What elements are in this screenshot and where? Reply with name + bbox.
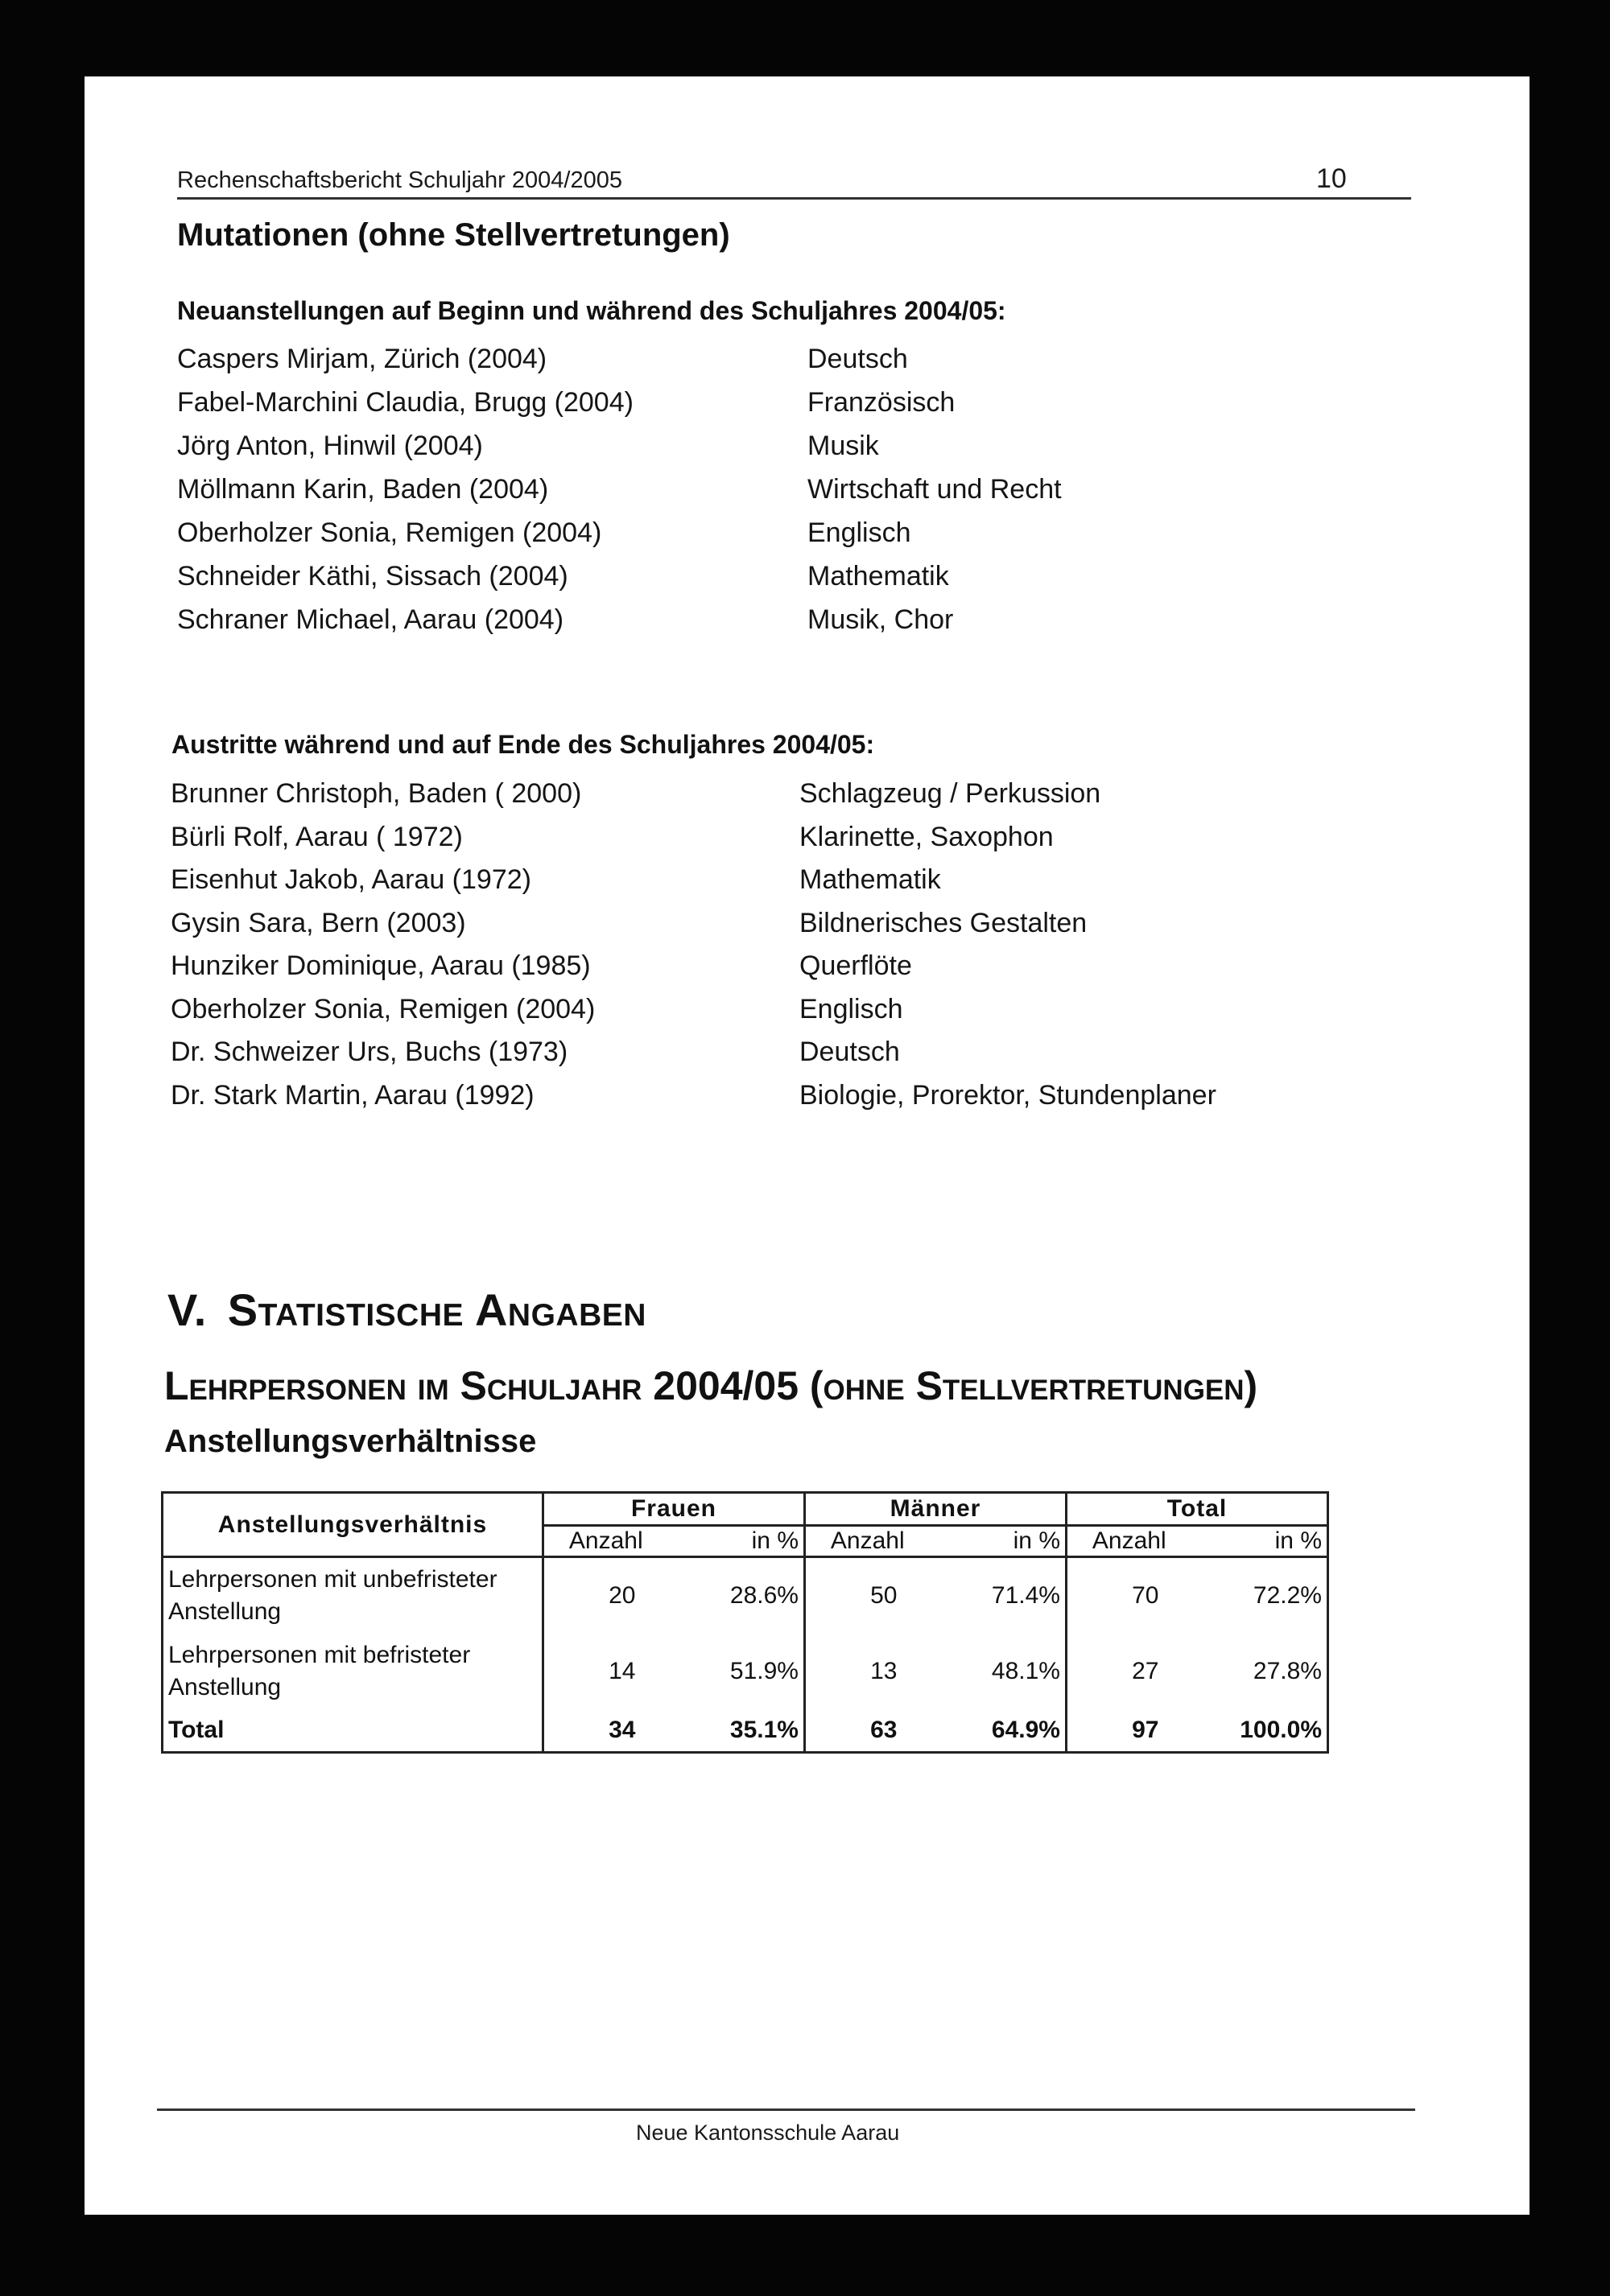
cell-maenner-percent: 64.9% — [930, 1709, 1067, 1753]
departure-name: Oberholzer Sonia, Remigen (2004) — [171, 993, 596, 1024]
cell-total-percent: 27.8% — [1191, 1634, 1328, 1709]
departure-subject: Englisch — [799, 993, 903, 1024]
departure-subject: Querflöte — [799, 950, 912, 981]
table-row — [163, 1557, 1328, 1634]
cell-maenner-count: 50 — [805, 1557, 930, 1634]
departure-subject: Mathematik — [799, 864, 941, 895]
departure-name: Eisenhut Jakob, Aarau (1972) — [171, 864, 531, 895]
departure-name: Brunner Christoph, Baden ( 2000) — [171, 778, 582, 809]
departure-subject: Schlagzeug / Perkussion — [799, 778, 1101, 809]
section-title — [167, 1284, 646, 1336]
hire-subject: Musik, Chor — [807, 604, 954, 635]
departure-subject: Klarinette, Saxophon — [799, 821, 1054, 852]
hire-name: Fabel-Marchini Claudia, Brugg (2004) — [177, 387, 634, 418]
table-row — [163, 1634, 1328, 1709]
subheader-count: Anzahl — [543, 1526, 668, 1557]
cell-maenner-percent: 71.4% — [930, 1557, 1067, 1634]
cell-total-count: 27 — [1067, 1634, 1191, 1709]
cell-maenner-count: 63 — [805, 1709, 930, 1753]
section-title-text: Statistische Angaben — [227, 1284, 646, 1335]
cell-frauen-count: 34 — [543, 1709, 668, 1753]
subsection-title: Lehrpersonen im Schuljahr 2004/05 (ohne Stellvertretungen) — [164, 1363, 1258, 1408]
subheader-percent: in % — [930, 1526, 1067, 1557]
departure-subject: Deutsch — [799, 1037, 900, 1067]
departure-name: Dr. Stark Martin, Aarau (1992) — [171, 1079, 535, 1111]
group-header-maenner: Männer — [805, 1493, 1067, 1526]
hire-name: Möllmann Karin, Baden (2004) — [177, 474, 549, 505]
table-total-row — [163, 1709, 1328, 1753]
hire-name: Schraner Michael, Aarau (2004) — [177, 604, 564, 635]
footer-divider — [157, 2108, 1415, 2111]
table-label-header: Anstellungsverhältnis — [163, 1493, 543, 1557]
subheader-percent: in % — [668, 1526, 805, 1557]
subheader-percent: in % — [1191, 1526, 1328, 1557]
departure-name: Bürli Rolf, Aarau ( 1972) — [171, 821, 463, 852]
cell-total-percent: 72.2% — [1191, 1557, 1328, 1634]
header-divider — [177, 197, 1411, 200]
section-number: V. — [167, 1284, 207, 1335]
hire-name: Oberholzer Sonia, Remigen (2004) — [177, 517, 602, 548]
group-header-total: Total — [1067, 1493, 1328, 1526]
group-header-frauen: Frauen — [543, 1493, 805, 1526]
departure-name: Hunziker Dominique, Aarau (1985) — [171, 950, 591, 981]
departure-name: Dr. Schweizer Urs, Buchs (1973) — [171, 1037, 568, 1067]
hire-name: Caspers Mirjam, Zürich (2004) — [177, 344, 547, 374]
departures-heading: Austritte während und auf Ende des Schuljahres 2004/05: — [171, 730, 875, 759]
footer-text: Neue Kantonsschule Aarau — [636, 2121, 900, 2145]
hire-subject: Mathematik — [807, 561, 949, 592]
cell-frauen-percent: 51.9% — [668, 1634, 805, 1709]
cell-frauen-percent: 35.1% — [668, 1709, 805, 1753]
hire-subject: Musik — [807, 431, 879, 461]
hire-subject: Englisch — [807, 517, 911, 548]
cell-maenner-count: 13 — [805, 1634, 930, 1709]
page-number: 10 — [1316, 163, 1347, 194]
subsection-subtitle: Anstellungsverhältnisse — [164, 1424, 537, 1459]
cell-frauen-count: 20 — [543, 1557, 668, 1634]
departure-name: Gysin Sara, Bern (2003) — [171, 907, 466, 938]
row-label: Total — [163, 1709, 543, 1753]
departure-subject: Bildnerisches Gestalten — [799, 907, 1088, 938]
hire-name: Schneider Käthi, Sissach (2004) — [177, 561, 568, 592]
departure-subject: Biologie, Prorektor, Stundenplaner — [799, 1079, 1216, 1111]
hires-heading: Neuanstellungen auf Beginn und während des Schuljahres 2004/05: — [177, 296, 1006, 325]
mutations-heading: Mutationen (ohne Stellvertretungen) — [177, 217, 730, 253]
subheader-count: Anzahl — [1067, 1526, 1191, 1557]
hire-subject: Deutsch — [807, 344, 908, 374]
cell-total-count: 97 — [1067, 1709, 1191, 1753]
row-label: Lehrpersonen mit befristeter Anstellung — [163, 1634, 543, 1709]
cell-total-percent: 100.0% — [1191, 1709, 1328, 1753]
hire-subject: Wirtschaft und Recht — [807, 474, 1062, 505]
cell-frauen-percent: 28.6% — [668, 1557, 805, 1634]
subheader-count: Anzahl — [805, 1526, 930, 1557]
hire-subject: Französisch — [807, 387, 956, 418]
hire-name: Jörg Anton, Hinwil (2004) — [177, 431, 483, 461]
row-label: Lehrpersonen mit unbefristeter Anstellung — [163, 1557, 543, 1634]
document-page — [85, 76, 1530, 2215]
cell-total-count: 70 — [1067, 1557, 1191, 1634]
cell-frauen-count: 14 — [543, 1634, 668, 1709]
cell-maenner-percent: 48.1% — [930, 1634, 1067, 1709]
running-header: Rechenschaftsbericht Schuljahr 2004/2005 — [177, 167, 622, 193]
employment-table — [161, 1491, 1329, 1754]
